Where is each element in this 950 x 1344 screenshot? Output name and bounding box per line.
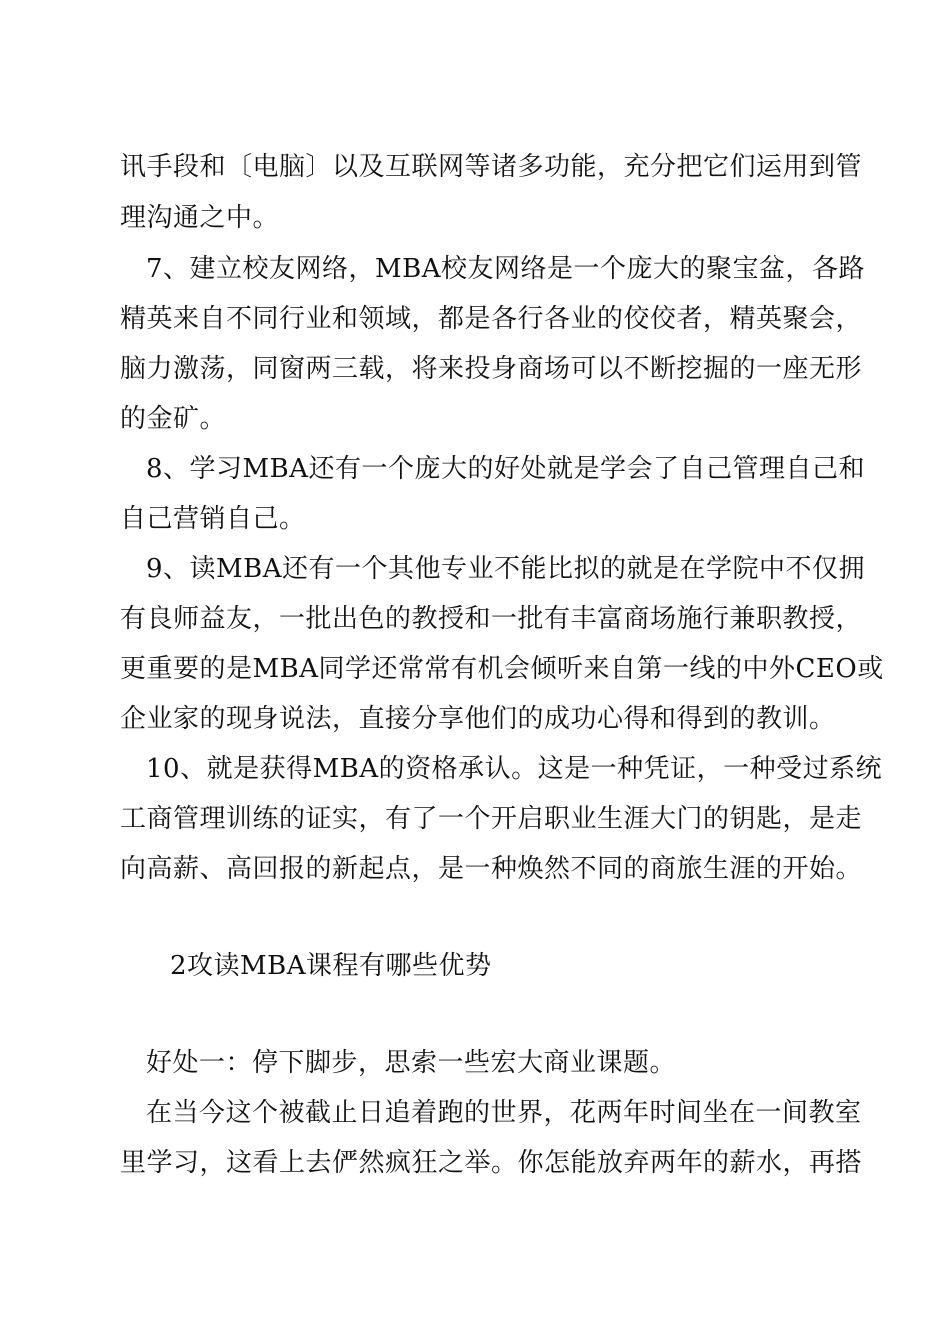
paragraph-line: 有良师益友，一批出色的教授和一批有丰富商场施行兼职教授，	[120, 604, 863, 634]
section-heading: 2攻读MBA课程有哪些优势	[170, 951, 492, 981]
paragraph-line: 里学习，这看上去俨然疯狂之举。你怎能放弃两年的薪水，再搭	[120, 1148, 863, 1178]
list-item-8-line: 8、学习MBA还有一个庞大的好处就是学会了自己管理自己和	[146, 454, 866, 484]
list-item-9-line: 9、读MBA还有一个其他专业不能比拟的就是在学院中不仅拥	[146, 554, 866, 584]
paragraph-line: 更重要的是MBA同学还常常有机会倾听来自第一线的中外CEO或	[120, 654, 884, 684]
paragraph-line: 的金矿。	[120, 404, 227, 434]
benefit-heading-line: 好处一：停下脚步，思索一些宏大商业课题。	[146, 1048, 677, 1078]
paragraph-line: 理沟通之中。	[120, 203, 280, 233]
paragraph-line: 向高薪、高回报的新起点，是一种焕然不同的商旅生涯的开始。	[120, 854, 863, 884]
paragraph-line: 企业家的现身说法，直接分享他们的成功心得和得到的教训。	[120, 704, 836, 734]
paragraph-line: 工商管理训练的证实，有了一个开启职业生涯大门的钥匙，是走	[120, 804, 863, 834]
paragraph-line: 精英来自不同行业和领域，都是各行各业的佼佼者，精英聚会，	[120, 304, 863, 334]
paragraph-line: 脑力激荡，同窗两三载，将来投身商场可以不断挖掘的一座无形	[120, 354, 863, 384]
list-item-7-line: 7、建立校友网络，MBA校友网络是一个庞大的聚宝盆，各路	[146, 254, 866, 284]
paragraph-line: 讯手段和〔电脑〕以及互联网等诸多功能，充分把它们运用到管	[120, 152, 863, 182]
paragraph-line: 在当今这个被截止日追着跑的世界，花两年时间坐在一间教室	[146, 1098, 862, 1128]
paragraph-line: 自己营销自己。	[120, 504, 306, 534]
list-item-10-line: 10、就是获得MBA的资格承认。这是一种凭证，一种受过系统	[146, 754, 883, 784]
